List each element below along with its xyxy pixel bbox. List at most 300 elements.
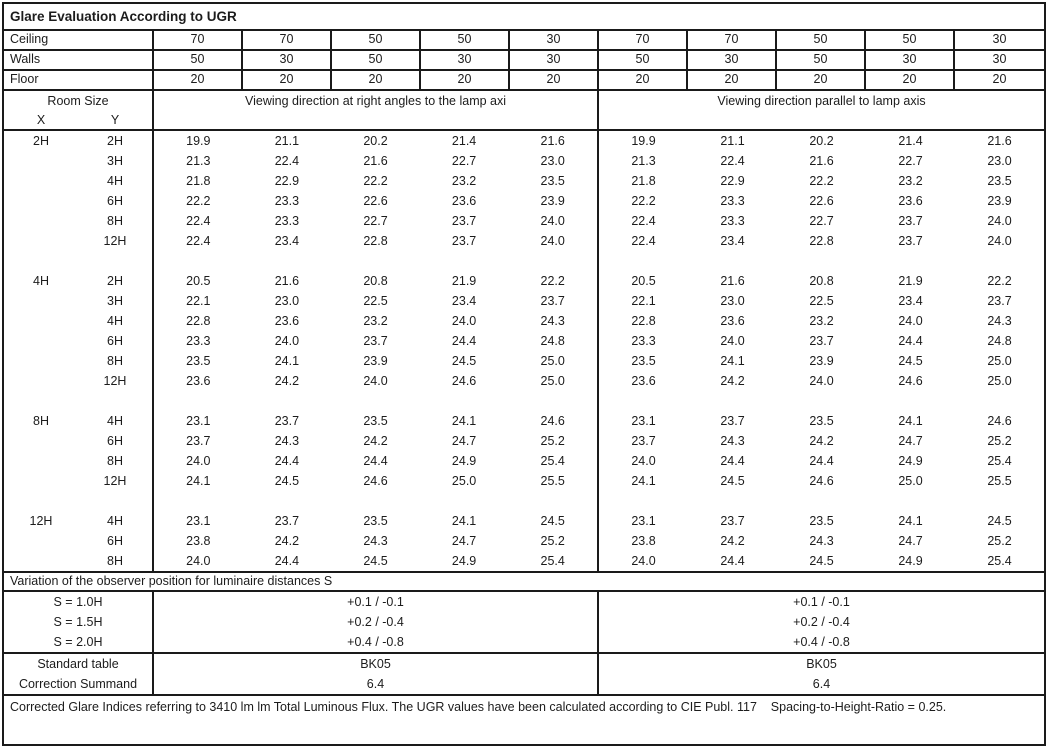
- ugr-value-cell: 24.5: [274, 474, 300, 488]
- room-y-value: [78, 391, 152, 411]
- room-size-cell: [4, 331, 154, 351]
- ugr-value-cell: 25.0: [898, 474, 923, 488]
- ugr-value-cell: [154, 251, 243, 271]
- room-y-value: 8H: [107, 554, 123, 568]
- surface-value-cell: 30: [992, 32, 1007, 46]
- variation-value-left: +0.2 / -0.4: [154, 612, 599, 632]
- ugr-value-cell: 24.2: [274, 374, 300, 388]
- surface-value-cell: 30: [510, 31, 599, 49]
- ugr-value-cell: 24.0: [540, 214, 565, 228]
- ugr-value-cell: 23.3: [720, 194, 745, 208]
- ugr-value-cell: 24.9: [451, 554, 477, 568]
- x-column-label: X: [36, 113, 46, 127]
- surface-row-label: Walls: [4, 51, 154, 69]
- room-y-value: 12H: [103, 374, 127, 388]
- surface-value-cell: 30: [992, 52, 1007, 66]
- ugr-value-cell: [243, 391, 332, 411]
- ugr-row: [4, 331, 1044, 351]
- surface-row: [4, 51, 1044, 71]
- ugr-value-cell: 22.7: [809, 214, 834, 228]
- ugr-value-cell: 23.5: [540, 174, 565, 188]
- ugr-value-cell: 24.2: [274, 534, 300, 548]
- room-x-value: 8H: [33, 414, 49, 428]
- ugr-value-cell: 21.3: [631, 154, 656, 168]
- room-size-cell: [4, 531, 154, 551]
- ugr-value-cell: 23.5: [809, 414, 834, 428]
- ugr-value-cell: 24.9: [898, 554, 923, 568]
- ugr-row: [4, 511, 1044, 531]
- ugr-row: [4, 551, 1044, 571]
- ugr-value-cell: 23.3: [631, 334, 656, 348]
- summary-value-right: BK05: [806, 657, 837, 671]
- room-size-cell: [4, 431, 154, 451]
- ugr-value-cell: 24.6: [987, 414, 1012, 428]
- ugr-value-cell: 24.0: [186, 554, 211, 568]
- ugr-value-cell: [331, 251, 420, 271]
- ugr-value-cell: 24.8: [987, 334, 1012, 348]
- surface-value-cell: 20: [599, 71, 688, 89]
- surface-value-cell: 50: [332, 31, 421, 49]
- ugr-value-cell: 23.1: [631, 414, 656, 428]
- ugr-value-cell: [777, 391, 866, 411]
- room-x-value: [4, 371, 78, 391]
- ugr-value-cell: [955, 251, 1044, 271]
- variation-heading: Variation of the observer position for luminaire distances S: [4, 573, 1044, 592]
- ugr-value-cell: 24.2: [720, 534, 745, 548]
- ugr-value-cell: 22.5: [809, 294, 834, 308]
- ugr-value-cell: 24.2: [809, 434, 834, 448]
- ugr-value-cell: 24.0: [987, 214, 1012, 228]
- room-y-value: 6H: [107, 334, 123, 348]
- ugr-value-cell: 23.1: [186, 414, 211, 428]
- ugr-values-parallel: [599, 291, 1044, 311]
- ugr-value-cell: 24.7: [451, 534, 477, 548]
- ugr-value-cell: 23.7: [809, 334, 834, 348]
- surface-value-cell: 30: [421, 51, 510, 69]
- room-size-cell: [4, 411, 154, 431]
- room-y-value: 8H: [107, 454, 123, 468]
- ugr-value-cell: 23.7: [451, 234, 477, 248]
- surface-value-cell: 50: [599, 51, 688, 69]
- surface-value-cell: 50: [421, 31, 510, 49]
- ugr-value-cell: 23.5: [809, 514, 834, 528]
- ugr-value-cell: 21.6: [540, 134, 565, 148]
- ugr-value-cell: 23.6: [451, 194, 477, 208]
- surface-value-cell: 30: [510, 51, 599, 69]
- ugr-value-cell: [688, 251, 777, 271]
- ugr-value-cell: 24.4: [720, 454, 745, 468]
- room-x-value: 4H: [33, 274, 49, 288]
- room-size-cell: [4, 491, 154, 511]
- summary-row: [4, 654, 1044, 674]
- ugr-value-cell: 22.8: [186, 314, 211, 328]
- room-x-value: [4, 331, 78, 351]
- room-x-value: [4, 151, 78, 171]
- ugr-value-cell: 24.1: [274, 354, 300, 368]
- ugr-value-cell: 22.8: [631, 314, 656, 328]
- surface-row-label: Ceiling: [4, 31, 154, 49]
- ugr-value-cell: [599, 391, 688, 411]
- variation-row: [4, 592, 1044, 612]
- ugr-row: [4, 131, 1044, 151]
- room-x-value: [4, 551, 78, 571]
- ugr-values-parallel: [599, 371, 1044, 391]
- ugr-value-cell: 22.2: [186, 194, 211, 208]
- ugr-value-cell: 23.7: [186, 434, 211, 448]
- ugr-values-parallel: [599, 391, 1044, 411]
- room-x-value: [4, 171, 78, 191]
- ugr-values-right-angles: [154, 391, 599, 411]
- summary-value-left: BK05: [154, 654, 599, 674]
- ugr-value-cell: 22.7: [451, 154, 477, 168]
- ugr-values-parallel: [599, 151, 1044, 171]
- ugr-value-cell: 24.3: [987, 314, 1012, 328]
- ugr-value-cell: 21.3: [186, 154, 211, 168]
- room-y-value: 4H: [107, 514, 123, 528]
- ugr-value-cell: 25.2: [987, 534, 1012, 548]
- ugr-value-cell: 21.6: [363, 154, 388, 168]
- ugr-values-right-angles: [154, 231, 599, 251]
- ugr-value-cell: [420, 491, 509, 511]
- ugr-value-cell: 24.1: [631, 474, 656, 488]
- surface-value-cell: 30: [688, 51, 777, 69]
- room-size-cell: [4, 271, 154, 291]
- ugr-value-cell: 24.7: [898, 434, 923, 448]
- ugr-value-cell: 24.5: [451, 354, 477, 368]
- page-title: Glare Evaluation According to UGR: [4, 4, 1044, 31]
- ugr-value-cell: 20.8: [809, 274, 834, 288]
- ugr-value-cell: 22.4: [186, 234, 211, 248]
- ugr-value-cell: [154, 491, 243, 511]
- ugr-value-cell: 21.8: [631, 174, 656, 188]
- ugr-row: [4, 271, 1044, 291]
- ugr-value-cell: 24.6: [898, 374, 923, 388]
- ugr-value-cell: 22.7: [898, 154, 923, 168]
- ugr-value-cell: [331, 391, 420, 411]
- ugr-value-cell: 24.3: [809, 534, 834, 548]
- ugr-value-cell: 22.9: [274, 174, 300, 188]
- ugr-value-cell: 22.8: [809, 234, 834, 248]
- ugr-value-cell: 22.8: [363, 234, 388, 248]
- ugr-value-cell: 25.5: [987, 474, 1012, 488]
- summary-label: Standard table: [4, 654, 154, 674]
- ugr-value-cell: 22.1: [186, 294, 211, 308]
- room-y-value: 12H: [103, 474, 127, 488]
- ugr-value-cell: 25.0: [987, 354, 1012, 368]
- surface-value-cell: 20: [510, 71, 599, 89]
- variation-label: S = 2.0H: [4, 632, 154, 652]
- ugr-values-parallel: [599, 271, 1044, 291]
- room-size-label: Room Size: [47, 94, 109, 108]
- surface-value-cell: 20: [777, 71, 866, 89]
- ugr-value-cell: [688, 491, 777, 511]
- room-x-value: [4, 531, 78, 551]
- ugr-values-right-angles: [154, 311, 599, 331]
- ugr-value-cell: 22.4: [274, 154, 300, 168]
- ugr-value-cell: 24.0: [987, 234, 1012, 248]
- ugr-values-parallel: [599, 451, 1044, 471]
- ugr-value-cell: 24.3: [363, 534, 388, 548]
- ugr-values-right-angles: [154, 451, 599, 471]
- ugr-row: [4, 391, 1044, 411]
- variation-value-left: +0.4 / -0.8: [154, 632, 599, 652]
- summary-value-left: 6.4: [154, 674, 599, 694]
- ugr-value-cell: 24.7: [898, 534, 923, 548]
- ugr-value-cell: 24.1: [186, 474, 211, 488]
- room-x-value: [4, 211, 78, 231]
- ugr-value-cell: 23.0: [540, 154, 565, 168]
- ugr-row: [4, 431, 1044, 451]
- ugr-value-cell: 24.4: [809, 454, 834, 468]
- variation-value-right: +0.4 / -0.8: [793, 635, 850, 649]
- ugr-value-cell: 20.2: [363, 134, 388, 148]
- ugr-value-cell: 23.6: [898, 194, 923, 208]
- ugr-value-cell: 23.6: [720, 314, 745, 328]
- ugr-value-cell: 24.5: [898, 354, 923, 368]
- ugr-value-cell: 25.4: [987, 554, 1012, 568]
- room-x-value: [4, 451, 78, 471]
- ugr-values-right-angles: [154, 151, 599, 171]
- room-y-value: 2H: [107, 134, 123, 148]
- ugr-values-parallel: [599, 231, 1044, 251]
- surface-value-cell: 20: [866, 71, 955, 89]
- room-y-value: 4H: [107, 174, 123, 188]
- ugr-value-cell: 21.6: [987, 134, 1012, 148]
- ugr-values-right-angles: [154, 351, 599, 371]
- ugr-row: [4, 451, 1044, 471]
- ugr-value-cell: [420, 391, 509, 411]
- ugr-value-cell: 22.6: [363, 194, 388, 208]
- ugr-value-cell: 24.2: [363, 434, 388, 448]
- ugr-value-cell: 23.4: [720, 234, 745, 248]
- ugr-value-cell: 24.5: [540, 514, 565, 528]
- ugr-value-cell: 21.1: [274, 134, 300, 148]
- ugr-value-cell: 24.9: [898, 454, 923, 468]
- room-size-cell: [4, 191, 154, 211]
- ugr-value-cell: 22.4: [186, 214, 211, 228]
- ugr-values-parallel: [599, 351, 1044, 371]
- ugr-value-cell: 22.1: [631, 294, 656, 308]
- ugr-value-cell: 24.4: [363, 454, 388, 468]
- ugr-value-cell: 23.1: [631, 514, 656, 528]
- ugr-value-cell: [420, 251, 509, 271]
- variation-row: [4, 632, 1044, 652]
- room-size-cell: [4, 351, 154, 371]
- ugr-value-cell: 21.8: [186, 174, 211, 188]
- ugr-row: [4, 411, 1044, 431]
- ugr-values-right-angles: [154, 211, 599, 231]
- ugr-values-right-angles: [154, 411, 599, 431]
- ugr-value-cell: 23.7: [720, 414, 745, 428]
- ugr-value-cell: 22.2: [809, 174, 834, 188]
- room-size-cell: [4, 231, 154, 251]
- surface-value-cell: 50: [332, 51, 421, 69]
- ugr-value-cell: 25.0: [540, 354, 565, 368]
- ugr-value-cell: 24.3: [274, 434, 300, 448]
- ugr-row: [4, 471, 1044, 491]
- room-y-value: 6H: [107, 194, 123, 208]
- ugr-value-cell: 23.5: [363, 514, 388, 528]
- room-x-value: [4, 391, 78, 411]
- ugr-value-cell: 25.4: [540, 454, 565, 468]
- ugr-value-cell: 25.4: [987, 454, 1012, 468]
- ugr-values-right-angles: [154, 331, 599, 351]
- ugr-value-cell: 23.5: [363, 414, 388, 428]
- ugr-value-cell: 23.3: [186, 334, 211, 348]
- room-x-value: [4, 351, 78, 371]
- ugr-row: [4, 371, 1044, 391]
- surface-row: [4, 31, 1044, 51]
- ugr-row: [4, 151, 1044, 171]
- ugr-values-parallel: [599, 491, 1044, 511]
- ugr-value-cell: 23.7: [274, 414, 300, 428]
- ugr-value-cell: [777, 491, 866, 511]
- ugr-values-parallel: [599, 191, 1044, 211]
- surface-value-cell: 20: [332, 71, 421, 89]
- surface-value-cell: 50: [154, 51, 243, 69]
- ugr-value-cell: [599, 251, 688, 271]
- ugr-value-cell: 24.0: [809, 374, 834, 388]
- ugr-value-cell: 22.4: [631, 234, 656, 248]
- room-size-cell: [4, 251, 154, 271]
- ugr-value-cell: 25.5: [540, 474, 565, 488]
- ugr-value-cell: [599, 491, 688, 511]
- ugr-values-parallel: [599, 311, 1044, 331]
- ugr-values-parallel: [599, 251, 1044, 271]
- room-y-value: 3H: [107, 154, 123, 168]
- ugr-value-cell: 24.6: [809, 474, 834, 488]
- surface-value-cell: 20: [243, 71, 332, 89]
- ugr-value-cell: 19.9: [186, 134, 211, 148]
- ugr-value-cell: 23.0: [274, 294, 300, 308]
- ugr-value-cell: 23.2: [451, 174, 477, 188]
- ugr-value-cell: 23.3: [274, 194, 300, 208]
- room-size-cell: [4, 471, 154, 491]
- room-x-value: 2H: [33, 134, 49, 148]
- summary-label: Correction Summand: [4, 674, 154, 694]
- ugr-value-cell: 23.0: [720, 294, 745, 308]
- ugr-row: [4, 531, 1044, 551]
- room-x-value: [4, 291, 78, 311]
- ugr-value-cell: [688, 391, 777, 411]
- ugr-value-cell: 21.1: [720, 134, 745, 148]
- ugr-value-cell: 22.2: [987, 274, 1012, 288]
- room-y-value: 3H: [107, 294, 123, 308]
- ugr-value-cell: 22.4: [631, 214, 656, 228]
- surface-row: [4, 71, 1044, 91]
- room-x-value: [4, 251, 78, 271]
- xy-labels: [4, 111, 152, 130]
- ugr-value-cell: 23.7: [363, 334, 388, 348]
- ugr-value-cell: 23.9: [987, 194, 1012, 208]
- surface-value-cell: 20: [992, 72, 1007, 86]
- ugr-value-cell: [154, 391, 243, 411]
- room-size-cell: [4, 391, 154, 411]
- ugr-values-parallel: [599, 511, 1044, 531]
- room-x-value: [4, 471, 78, 491]
- ugr-value-cell: 24.7: [451, 434, 477, 448]
- surface-value-cell: 30: [866, 51, 955, 69]
- ugr-value-cell: 24.4: [720, 554, 745, 568]
- ugr-values-right-angles: [154, 371, 599, 391]
- room-size-cell: [4, 151, 154, 171]
- ugr-value-cell: [777, 251, 866, 271]
- ugr-value-cell: [866, 491, 955, 511]
- summary-rows: [4, 654, 1044, 696]
- ugr-row: [4, 291, 1044, 311]
- room-size-cell: [4, 211, 154, 231]
- ugr-value-cell: [866, 391, 955, 411]
- ugr-value-cell: 24.0: [631, 454, 656, 468]
- surface-value-cell: 70: [154, 31, 243, 49]
- room-size-cell: [4, 451, 154, 471]
- ugr-value-cell: 24.5: [809, 554, 834, 568]
- ugr-value-cell: [243, 251, 332, 271]
- ugr-value-cell: 24.1: [898, 514, 923, 528]
- ugr-value-cell: 23.2: [898, 174, 923, 188]
- ugr-value-cell: 24.0: [363, 374, 388, 388]
- ugr-values-parallel: [599, 471, 1044, 491]
- ugr-values-right-angles: [154, 131, 599, 151]
- room-x-value: [4, 491, 78, 511]
- ugr-value-cell: 23.5: [186, 354, 211, 368]
- ugr-value-cell: 19.9: [631, 134, 656, 148]
- ugr-value-cell: 23.5: [631, 354, 656, 368]
- ugr-values-right-angles: [154, 191, 599, 211]
- ugr-values-parallel: [599, 551, 1044, 571]
- ugr-values-right-angles: [154, 251, 599, 271]
- ugr-values-parallel: [599, 531, 1044, 551]
- ugr-value-cell: 21.4: [451, 134, 477, 148]
- ugr-value-cell: 24.1: [720, 354, 745, 368]
- ugr-value-cell: 24.6: [540, 414, 565, 428]
- ugr-value-cell: 23.7: [898, 234, 923, 248]
- ugr-value-cell: 24.0: [451, 314, 477, 328]
- ugr-value-cell: [955, 491, 1044, 511]
- ugr-value-cell: 24.3: [540, 314, 565, 328]
- ugr-value-cell: 24.2: [720, 374, 745, 388]
- surface-value-cell: 50: [866, 31, 955, 49]
- variation-value-right: +0.2 / -0.4: [793, 615, 850, 629]
- ugr-row: [4, 311, 1044, 331]
- room-y-value: 2H: [107, 274, 123, 288]
- surface-value-cell: 20: [154, 71, 243, 89]
- room-y-value: 12H: [103, 234, 127, 248]
- ugr-value-cell: 22.7: [363, 214, 388, 228]
- ugr-value-cell: 21.9: [898, 274, 923, 288]
- ugr-value-cell: 23.6: [186, 374, 211, 388]
- ugr-value-cell: 23.9: [540, 194, 565, 208]
- ugr-values-right-angles: [154, 531, 599, 551]
- ugr-value-cell: 24.9: [451, 454, 477, 468]
- surface-reflectance-rows: [4, 31, 1044, 91]
- room-y-value: [78, 491, 152, 511]
- ugr-values-parallel: [599, 131, 1044, 151]
- table-header-row: [4, 91, 1044, 131]
- ugr-values-right-angles: [154, 431, 599, 451]
- ugr-value-cell: 24.4: [274, 454, 300, 468]
- room-size-cell: [4, 371, 154, 391]
- ugr-value-cell: 22.2: [631, 194, 656, 208]
- ugr-values-right-angles: [154, 471, 599, 491]
- surface-value-cell: 30: [243, 51, 332, 69]
- ugr-value-cell: 24.0: [631, 554, 656, 568]
- ugr-table: [2, 2, 1046, 746]
- ugr-value-cell: 22.2: [540, 274, 565, 288]
- ugr-value-cell: 23.6: [274, 314, 300, 328]
- ugr-row: [4, 211, 1044, 231]
- ugr-value-cell: 24.1: [451, 514, 477, 528]
